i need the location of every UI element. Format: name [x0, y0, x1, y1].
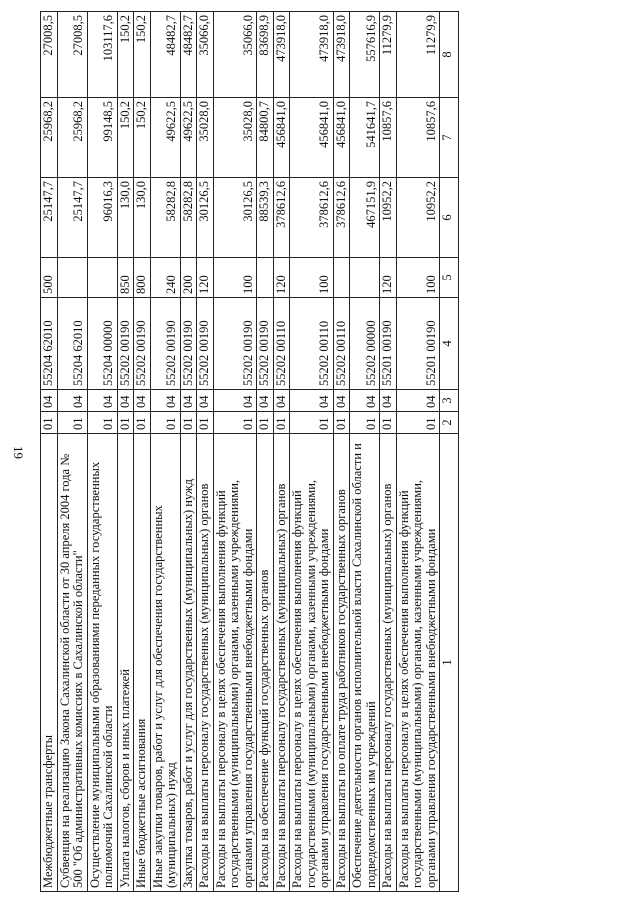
amount-year-2: 10857,6	[380, 98, 397, 178]
amount-year-2: 150,2	[134, 98, 151, 178]
row-name: Закупка товаров, работ и услуг для государственных (муниципальных) нужд	[180, 434, 197, 892]
target-article-code: 55202 00190	[180, 298, 197, 390]
subsection-code: 04	[333, 390, 350, 412]
amount-year-3: 27008,5	[41, 12, 58, 98]
expense-type-code: 800	[134, 258, 151, 298]
row-name: Уплата налогов, сборов и иных платежей	[117, 434, 134, 892]
expense-type-code	[57, 258, 87, 298]
row-name: Иные бюджетные ассигнования	[134, 434, 151, 892]
expense-type-code	[87, 258, 117, 298]
page-number: 19	[11, 446, 26, 459]
header-cell: 5	[440, 258, 459, 298]
table-row	[290, 12, 334, 892]
row-name: Расходы на выплаты персоналу государственных (муниципальных) органов	[197, 434, 214, 892]
target-article-code: 55202 00000	[350, 298, 380, 390]
expense-type-code: 120	[197, 258, 214, 298]
table-row	[273, 12, 290, 892]
section-code: 01	[134, 412, 151, 434]
table-row	[380, 12, 397, 892]
amount-year-2: 456841,0	[290, 98, 334, 178]
table-row	[117, 12, 134, 892]
subsection-code: 04	[396, 390, 440, 412]
target-article-code: 55202 00190	[134, 298, 151, 390]
amount-year-1: 130,0	[134, 178, 151, 258]
section-code: 01	[150, 412, 180, 434]
section-code: 01	[350, 412, 380, 434]
table-row	[57, 12, 87, 892]
amount-year-3: 48482,7	[150, 12, 180, 98]
target-article-code: 55202 00190	[150, 298, 180, 390]
subsection-code: 04	[150, 390, 180, 412]
amount-year-3: 473918,0	[290, 12, 334, 98]
table-row	[41, 12, 58, 892]
amount-year-1: 25147,7	[41, 178, 58, 258]
section-code: 01	[117, 412, 134, 434]
amount-year-3: 11279,9	[380, 12, 397, 98]
amount-year-3: 150,2	[134, 12, 151, 98]
amount-year-2: 84800,7	[257, 98, 274, 178]
row-name: Межбюджетные трансферты	[41, 434, 58, 892]
amount-year-3: 557616,9	[350, 12, 380, 98]
row-name: Обеспечение деятельности органов исполнительной власти Сахалинской области и подведомственных им учреждений	[350, 434, 380, 892]
header-cell: 7	[440, 98, 459, 178]
expense-type-code: 100	[290, 258, 334, 298]
amount-year-3: 27008,5	[57, 12, 87, 98]
subsection-code: 04	[350, 390, 380, 412]
table-row	[396, 12, 440, 892]
target-article-code: 55202 00190	[213, 298, 257, 390]
amount-year-1: 58282,8	[180, 178, 197, 258]
section-code: 01	[380, 412, 397, 434]
table-row	[150, 12, 180, 892]
amount-year-3: 35066,0	[197, 12, 214, 98]
target-article-code: 55201 00190	[380, 298, 397, 390]
header-cell: 2	[440, 412, 459, 434]
amount-year-2: 541641,7	[350, 98, 380, 178]
section-code: 01	[180, 412, 197, 434]
amount-year-3: 103117,6	[87, 12, 117, 98]
table-row	[350, 12, 380, 892]
amount-year-1: 88539,3	[257, 178, 274, 258]
amount-year-1: 130,0	[117, 178, 134, 258]
section-code: 01	[273, 412, 290, 434]
amount-year-1: 25147,7	[57, 178, 87, 258]
amount-year-2: 99148,5	[87, 98, 117, 178]
target-article-code: 55204 00000	[87, 298, 117, 390]
row-name: Расходы на выплаты по оплате труда работников государственных органов	[333, 434, 350, 892]
section-code: 01	[396, 412, 440, 434]
section-code: 01	[197, 412, 214, 434]
section-code: 01	[213, 412, 257, 434]
table-row	[333, 12, 350, 892]
amount-year-1: 10952,2	[396, 178, 440, 258]
expense-type-code	[333, 258, 350, 298]
amount-year-3: 83698,9	[257, 12, 274, 98]
row-name: Расходы на выплаты персоналу государственных (муниципальных) органов	[380, 434, 397, 892]
target-article-code: 55202 00190	[257, 298, 274, 390]
subsection-code: 04	[197, 390, 214, 412]
row-name: Расходы на обеспечение функций государственных органов	[257, 434, 274, 892]
table-row	[213, 12, 257, 892]
amount-year-1: 58282,8	[150, 178, 180, 258]
target-article-code: 55204 62010	[57, 298, 87, 390]
amount-year-2: 49622,5	[180, 98, 197, 178]
row-name: Иные закупки товаров, работ и услуг для обеспечения государственных (муниципальных) нужд	[150, 434, 180, 892]
expense-type-code	[350, 258, 380, 298]
expense-type-code: 850	[117, 258, 134, 298]
amount-year-2: 35028,0	[197, 98, 214, 178]
subsection-code: 04	[180, 390, 197, 412]
expense-type-code: 500	[41, 258, 58, 298]
amount-year-1: 30126,5	[213, 178, 257, 258]
section-code: 01	[290, 412, 334, 434]
amount-year-2: 49622,5	[150, 98, 180, 178]
budget-table	[40, 11, 459, 892]
amount-year-2: 10857,6	[396, 98, 440, 178]
target-article-code: 55201 00190	[396, 298, 440, 390]
row-name: Субвенция на реализацию Закона Сахалинской области от 30 апреля 2004 года № 500 "Об административных комиссиях в Сахалинской области"	[57, 434, 87, 892]
target-article-code: 55202 00190	[197, 298, 214, 390]
target-article-code: 55204 62010	[41, 298, 58, 390]
section-code: 01	[87, 412, 117, 434]
amount-year-1: 467151,9	[350, 178, 380, 258]
table-row	[134, 12, 151, 892]
amount-year-2: 456841,0	[333, 98, 350, 178]
subsection-code: 04	[41, 390, 58, 412]
amount-year-2: 150,2	[117, 98, 134, 178]
amount-year-2: 456841,0	[273, 98, 290, 178]
amount-year-1: 96016,3	[87, 178, 117, 258]
subsection-code: 04	[134, 390, 151, 412]
amount-year-1: 30126,5	[197, 178, 214, 258]
section-code: 01	[57, 412, 87, 434]
row-name: Расходы на выплаты персоналу государственных (муниципальных) органов	[273, 434, 290, 892]
header-cell: 3	[440, 390, 459, 412]
table-row	[197, 12, 214, 892]
target-article-code: 55202 00110	[333, 298, 350, 390]
row-name: Расходы на выплаты персоналу в целях обеспечения выполнения функций государственными (муниципальными) органами, казенными учреждениями, органами управления государственными внебюджетными фондами	[290, 434, 334, 892]
amount-year-2: 25968,2	[41, 98, 58, 178]
amount-year-1: 378612,6	[290, 178, 334, 258]
subsection-code: 04	[380, 390, 397, 412]
expense-type-code: 100	[213, 258, 257, 298]
amount-year-3: 473918,0	[333, 12, 350, 98]
target-article-code: 55202 00110	[273, 298, 290, 390]
expense-type-code: 120	[273, 258, 290, 298]
expense-type-code: 240	[150, 258, 180, 298]
table-row	[180, 12, 197, 892]
target-article-code: 55202 00110	[290, 298, 334, 390]
row-name: Расходы на выплаты персоналу в целях обеспечения выполнения функций государственными (муниципальными) органами, казенными учреждениями, органами управления государственными внебюджетными фондами	[213, 434, 257, 892]
section-code: 01	[333, 412, 350, 434]
expense-type-code: 120	[380, 258, 397, 298]
amount-year-2: 35028,0	[213, 98, 257, 178]
subsection-code: 04	[117, 390, 134, 412]
subsection-code: 04	[257, 390, 274, 412]
expense-type-code: 200	[180, 258, 197, 298]
row-name: Осуществление муниципальными образованиями переданных государственных полномочий Сахалинской области	[87, 434, 117, 892]
amount-year-3: 48482,7	[180, 12, 197, 98]
subsection-code: 04	[273, 390, 290, 412]
amount-year-1: 10952,2	[380, 178, 397, 258]
subsection-code: 04	[57, 390, 87, 412]
amount-year-1: 378612,6	[273, 178, 290, 258]
header-cell: 4	[440, 298, 459, 390]
section-code: 01	[41, 412, 58, 434]
subsection-code: 04	[87, 390, 117, 412]
section-code: 01	[257, 412, 274, 434]
amount-year-3: 150,2	[117, 12, 134, 98]
amount-year-3: 35066,0	[213, 12, 257, 98]
header-cell: 1	[440, 434, 459, 892]
expense-type-code	[257, 258, 274, 298]
table-row	[87, 12, 117, 892]
amount-year-3: 473918,0	[273, 12, 290, 98]
header-row	[440, 12, 459, 892]
header-cell: 6	[440, 178, 459, 258]
amount-year-1: 378612,6	[333, 178, 350, 258]
table-row	[257, 12, 274, 892]
amount-year-3: 11279,9	[396, 12, 440, 98]
row-name: Расходы на выплаты персоналу в целях обеспечения выполнения функций государственными (муниципальными) органами, казенными учреждениями, органами управления государственными внебюджетными фондами	[396, 434, 440, 892]
table-body	[41, 12, 440, 892]
subsection-code: 04	[290, 390, 334, 412]
header-cell: 8	[440, 12, 459, 98]
subsection-code: 04	[213, 390, 257, 412]
target-article-code: 55202 00190	[117, 298, 134, 390]
expense-type-code: 100	[396, 258, 440, 298]
amount-year-2: 25968,2	[57, 98, 87, 178]
